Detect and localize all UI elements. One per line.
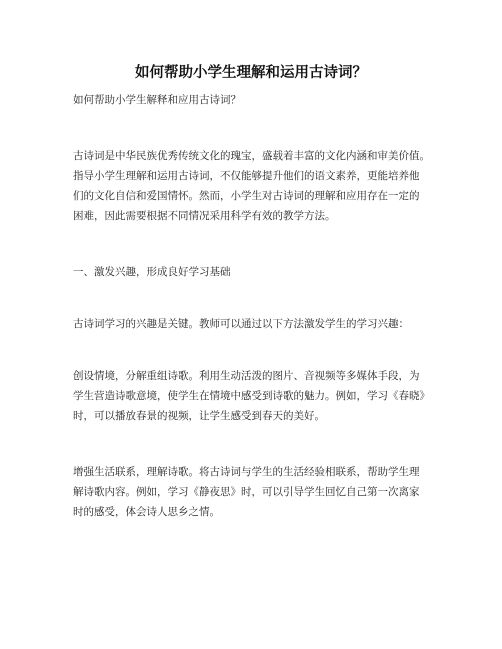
paragraph-line: 古诗词学习的兴趣是关键。教师可以通过以下方法激发学生的学习兴趣： [73,318,409,330]
paragraph-line: 困难，因此需要根据不同情况采用科学有效的教学方法。 [73,210,336,222]
paragraph-line: 时，可以播放春景的视频，让学生感受到春天的美好。 [73,410,325,422]
paragraph-line: 们的文化自信和爱国情怀。然而，小学生对古诗词的理解和应用存在一定的 [73,190,420,202]
document-subtitle: 如何帮助小学生解释和应用古诗词？ [73,94,241,106]
method-paragraph-life [73,462,441,522]
paragraph-line: 学生营造诗歌意境，使学生在情境中感受到诗歌的魅力。例如，学习《春晓》 [73,390,430,402]
paragraph-line: 古诗词是中华民族优秀传统文化的瑰宝，盛载着丰富的文化内涵和审美价值。 [73,150,430,162]
paragraph-line: 创设情境，分解重组诗歌。利用生动活泼的图片、音视频等多媒体手段，为 [73,370,420,382]
paragraph-line: 增强生活联系，理解诗歌。将古诗词与学生的生活经验相联系，帮助学生理 [73,466,420,478]
section-heading [73,262,441,282]
intro-paragraph [73,146,441,226]
section-heading-text: 一、激发兴趣，形成良好学习基础 [73,266,231,278]
paragraph-line: 时的感受，体会诗人思乡之情。 [73,506,220,518]
paragraph-line: 指导小学生理解和运用古诗词，不仅能够提升他们的语文素养，更能培养他 [73,170,420,182]
section-intro-paragraph [73,314,441,334]
document-title: 如何帮助小学生理解和运用古诗词？ [135,65,367,81]
paragraph-line: 解诗歌内容。例如，学习《静夜思》时，可以引导学生回忆自己第一次离家 [73,486,420,498]
method-paragraph-scene [73,366,441,426]
